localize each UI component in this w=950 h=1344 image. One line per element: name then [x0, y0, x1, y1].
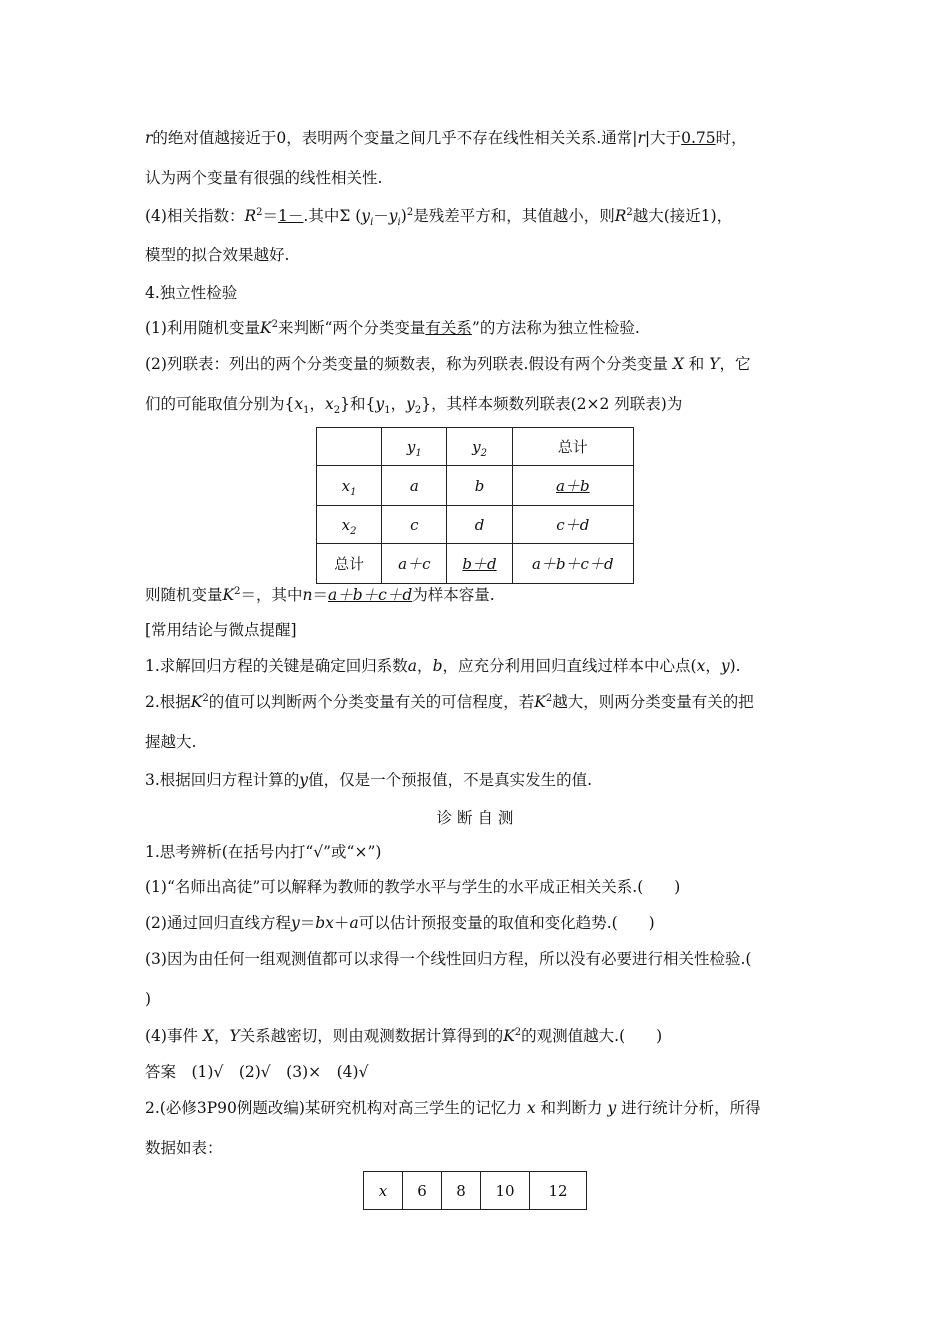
table-row	[317, 544, 634, 584]
table-row	[364, 1172, 587, 1210]
table-row	[317, 506, 634, 544]
table-cell: $y_2$	[447, 428, 512, 466]
table-cell: 6	[403, 1172, 442, 1210]
question-text: (4)事件 X，Y关系越密切，则由观测数据计算得到的$K^2$的观测值越大.( )	[145, 1026, 663, 1045]
text-line: 则随机变量$K^2=$，其中n＝a＋b＋c＋d为样本容量.	[145, 585, 495, 604]
text-line: (4)相关指数：$R^2=1-$.其中Σ $(y_i-y_i)^2$是残差平方和，其值越小，则$R^2$越大(接近1)，	[145, 206, 733, 229]
text-line: 模型的拟合效果越好.	[145, 246, 290, 264]
table-cell: $x_1$	[317, 466, 382, 506]
section-title: 4.独立性检验	[145, 284, 238, 302]
table-cell: d	[447, 506, 512, 544]
question-text: (2)通过回归直线方程y＝bx＋a可以估计预报变量的取值和变化趋势.( )	[145, 914, 655, 932]
answer-text: 答案 (1)√ (2)√ (3)× (4)√	[145, 1063, 369, 1081]
section-heading: 诊 断 自 测	[436, 809, 514, 827]
table-cell: a	[382, 466, 447, 506]
table-cell: 12	[530, 1172, 587, 1210]
table-cell: a＋b	[512, 466, 633, 506]
table-cell: a＋b＋c＋d	[512, 544, 633, 584]
table-cell: $y_1$	[382, 428, 447, 466]
text-line: 2.根据$K^2$的值可以判断两个分类变量有关的可信程度，若$K^2$越大，则两分类变量有关的把	[145, 692, 754, 711]
table-cell: 总计	[512, 428, 633, 466]
table-cell: a＋c	[382, 544, 447, 584]
text-line: r的绝对值越接近于0，表明两个变量之间几乎不存在线性相关关系.通常|r|大于0.75时，	[145, 129, 747, 147]
question-text: 数据如表：	[145, 1139, 223, 1157]
table-cell: c＋d	[512, 506, 633, 544]
table-cell: c	[382, 506, 447, 544]
question-text: (3)因为由任何一组观测值都可以求得一个线性回归方程，所以没有必要进行相关性检验.(	[145, 950, 752, 968]
section-title: [常用结论与微点提醒]	[145, 621, 297, 639]
table-cell: b	[447, 466, 512, 506]
data-table	[363, 1171, 587, 1210]
contingency-table	[316, 427, 634, 584]
sum-symbol: Σ	[339, 207, 351, 225]
table-cell: $x_2$	[317, 506, 382, 544]
table-cell: 8	[442, 1172, 481, 1210]
text-line: (1)利用随机变量$K^2$来判断“两个分类变量有关系”的方法称为独立性检验.	[145, 318, 640, 337]
question-text: 2.(必修3P90例题改编)某研究机构对高三学生的记忆力 x 和判断力 y 进行统计分析，所得	[145, 1099, 761, 1117]
table-cell: b＋d	[447, 544, 512, 584]
question-text: 1.思考辨析(在括号内打“√”或“×”)	[145, 843, 382, 861]
text-line: 们的可能取值分别为{$x_1$，$x_2$}和{$y_1$，$y_2$}，其样本频数列联表(2×2 列联表)为	[145, 395, 683, 417]
text-line: (2)列联表：列出的两个分类变量的频数表，称为列联表.假设有两个分类变量 X 和 Y，它	[145, 355, 751, 373]
text-line: 握越大.	[145, 733, 197, 751]
table-cell: 总计	[317, 544, 382, 584]
question-text: )	[145, 990, 152, 1008]
question-text: (1)“名师出高徒”可以解释为教师的教学水平与学生的水平成正相关关系.( )	[145, 878, 681, 896]
underlined-value: 0.75	[681, 129, 716, 147]
table-row	[317, 466, 634, 506]
text-line: 认为两个变量有很强的线性相关性.	[145, 169, 383, 187]
table-row	[317, 428, 634, 466]
table-cell: 10	[481, 1172, 530, 1210]
table-cell: x	[364, 1172, 403, 1210]
text-line: 1.求解回归方程的关键是确定回归系数a，b，应充分利用回归直线过样本中心点(x，y).	[145, 657, 741, 675]
table-cell	[317, 428, 382, 466]
text-line: 3.根据回归方程计算的y值，仅是一个预报值，不是真实发生的值.	[145, 771, 592, 789]
